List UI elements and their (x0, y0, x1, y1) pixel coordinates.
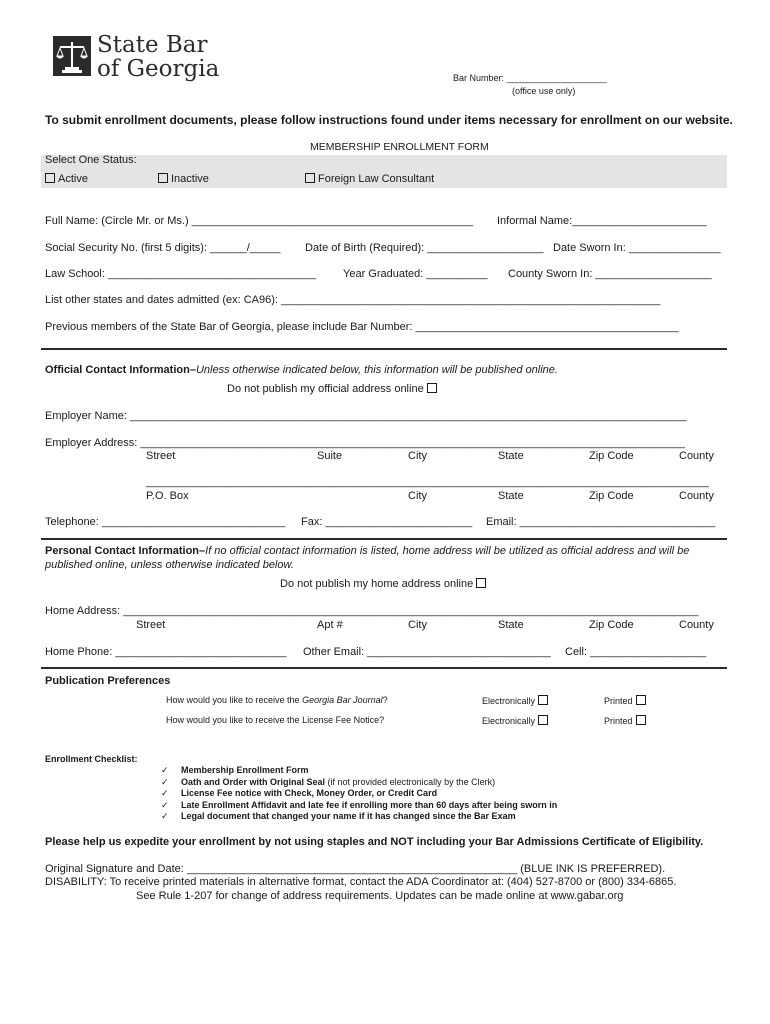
employer-name-field[interactable]: Employer Name: ___________________________________________________________________________________________ (45, 410, 687, 422)
checklist-item-note: (if not provided electronically by the Clerk) (325, 776, 496, 787)
checkmark-icon: ✓ (161, 788, 169, 798)
status-option-active[interactable] (45, 173, 88, 185)
checkmark-icon: ✓ (161, 765, 169, 775)
checklist-item (161, 765, 557, 777)
journal-question (166, 695, 388, 705)
checklist-item (161, 811, 557, 823)
instructions-heading: To submit enrollment documents, please follow instructions found under items necessary for enrollment on our website. (45, 113, 733, 127)
do-not-publish-official[interactable] (227, 383, 440, 395)
address-label-county: County (679, 619, 714, 631)
telephone-field[interactable]: Telephone: ______________________________ (45, 516, 286, 528)
scales-of-justice-logo-icon (53, 36, 91, 76)
address-label-zip: Zip Code (589, 450, 634, 462)
printed-label: Printed (604, 716, 633, 726)
license-electronically-checkbox[interactable] (538, 715, 548, 725)
address-label-street: Street (146, 450, 176, 462)
personal-contact-note: If no official contact information is listed, home address will be utilized as official address and will be (205, 545, 690, 557)
status-option-label: Foreign Law Consultant (318, 173, 435, 185)
personal-contact-title: Personal Contact Information– (45, 545, 206, 557)
address-rule-notice: See Rule 1-207 for change of address requirements. Updates can be made online at www.gabar.org (136, 890, 624, 902)
do-not-publish-official-label: Do not publish my official address online (227, 383, 424, 395)
address-label-apt: Apt # (317, 619, 343, 631)
informal-name-field[interactable]: Informal Name:______________________ (497, 215, 707, 227)
personal-contact-heading (45, 545, 689, 557)
license-printed-checkbox[interactable] (636, 715, 646, 725)
email-field[interactable]: Email: ________________________________ (486, 516, 716, 528)
checklist-item-bold: Membership Enrollment Form (181, 765, 309, 775)
do-not-publish-home[interactable] (280, 578, 489, 590)
address-label-state: State (498, 619, 524, 631)
signature-field[interactable]: Original Signature and Date: ______________________________________________________ (BLUE INK IS PREFERRED). (45, 863, 666, 875)
official-contact-note: Unless otherwise indicated below, this information will be published online. (195, 364, 558, 376)
official-contact-title: Official Contact Information– (45, 364, 196, 376)
checklist-item (161, 788, 557, 800)
electronically-label: Electronically (482, 716, 536, 726)
electronically-label: Electronically (482, 696, 536, 706)
address-label-po-box: P.O. Box (146, 490, 189, 502)
status-option-label: Active (58, 173, 88, 185)
year-graduated-field[interactable]: Year Graduated: __________ (343, 268, 488, 280)
journal-question-suffix: ? (382, 695, 388, 705)
employer-address-field[interactable]: Employer Address: _________________________________________________________________________________________ (45, 437, 685, 449)
do-not-publish-home-label: Do not publish my home address online (280, 578, 474, 590)
journal-electronically-checkbox[interactable] (538, 695, 548, 705)
disability-notice: DISABILITY: To receive printed materials in alternative format, contact the ADA Coordinator at: (404) 527-8700 or (800) 334-6865. (45, 876, 677, 888)
bar-number-field[interactable]: Bar Number: ____________________ (453, 73, 607, 83)
checkmark-icon: ✓ (161, 776, 169, 787)
org-name-line1: State Bar (97, 32, 208, 58)
license-electronically-option[interactable] (482, 715, 551, 726)
fax-field[interactable]: Fax: ________________________ (301, 516, 473, 528)
date-sworn-in-field[interactable]: Date Sworn In: _______________ (553, 242, 721, 254)
printed-label: Printed (604, 696, 633, 706)
law-school-field[interactable]: Law School: __________________________________ (45, 268, 316, 280)
checklist-item-bold: Late Enrollment Affidavit and late fee if enrolling more than 60 days after being sworn in (181, 799, 558, 810)
address-label-suite: Suite (317, 450, 343, 462)
license-fee-question: How would you like to receive the License Fee Notice? (166, 715, 385, 725)
section-divider (41, 538, 727, 540)
cell-field[interactable]: Cell: ___________________ (565, 646, 707, 658)
address-label-state: State (498, 490, 524, 502)
county-sworn-in-field[interactable]: County Sworn In: ___________________ (508, 268, 712, 280)
status-option-foreign-law-consultant[interactable] (305, 173, 434, 185)
checklist-item (161, 777, 557, 789)
address-label-zip: Zip Code (589, 490, 634, 502)
personal-contact-note-line2: published online, unless otherwise indicated below. (45, 559, 294, 571)
home-phone-field[interactable]: Home Phone: ____________________________ (45, 646, 287, 658)
section-divider (41, 667, 727, 669)
checklist-item-bold: License Fee notice with Check, Money Order, or Credit Card (181, 788, 438, 798)
address-label-county: County (679, 490, 714, 502)
publication-preferences-heading: Publication Preferences (45, 675, 171, 687)
checklist-item-bold: Oath and Order with Original Seal (181, 776, 326, 787)
po-box-address-line[interactable]: ____________________________________________________________________________________________ (146, 476, 709, 488)
date-of-birth-field[interactable]: Date of Birth (Required): ___________________ (305, 242, 544, 254)
enrollment-checklist-heading: Enrollment Checklist: (45, 754, 138, 764)
journal-printed-checkbox[interactable] (636, 695, 646, 705)
journal-electronically-option[interactable] (482, 695, 551, 706)
status-option-label: Inactive (171, 173, 209, 185)
checklist-item (161, 800, 557, 812)
official-contact-heading (45, 364, 558, 376)
address-label-street: Street (136, 619, 166, 631)
ssn-field[interactable]: Social Security No. (first 5 digits): ______/_____ (45, 242, 281, 254)
address-label-city: City (408, 619, 427, 631)
do-not-publish-home-checkbox[interactable] (476, 578, 486, 588)
address-label-zip: Zip Code (589, 619, 634, 631)
journal-question-prefix: How would you like to receive the (166, 695, 303, 705)
section-divider (41, 348, 727, 350)
address-label-state: State (498, 450, 524, 462)
home-address-field[interactable]: Home Address: ______________________________________________________________________________________________ (45, 605, 699, 617)
address-label-city: City (408, 450, 427, 462)
organization-name (97, 33, 219, 81)
other-states-field[interactable]: List other states and dates admitted (ex: CA96): ______________________________________________________________ (45, 294, 661, 306)
status-label: Select One Status: (45, 154, 137, 166)
form-title: MEMBERSHIP ENROLLMENT FORM (310, 141, 489, 153)
do-not-publish-official-checkbox[interactable] (427, 383, 437, 393)
license-printed-option[interactable] (604, 715, 649, 726)
enrollment-checklist (161, 765, 557, 823)
inactive-checkbox[interactable] (158, 173, 168, 183)
foreign-law-consultant-checkbox[interactable] (305, 173, 315, 183)
org-name-line2: of Georgia (97, 56, 220, 82)
active-checkbox[interactable] (45, 173, 55, 183)
address-label-county: County (679, 450, 714, 462)
journal-printed-option[interactable] (604, 695, 649, 706)
expedite-notice: Please help us expedite your enrollment by not using staples and NOT including your Bar Admissions Certificate of Eligibility. (45, 836, 704, 848)
checkmark-icon: ✓ (161, 811, 169, 821)
status-option-inactive[interactable] (158, 173, 209, 185)
previous-members-field[interactable]: Previous members of the State Bar of Georgia, please include Bar Number: ___________________________________________ (45, 321, 679, 333)
checklist-item-bold: Legal document that changed your name if it has changed since the Bar Exam (181, 811, 516, 821)
office-use-note: (office use only) (512, 86, 576, 96)
other-email-field[interactable]: Other Email: ______________________________ (303, 646, 551, 658)
checkmark-icon: ✓ (161, 799, 169, 810)
address-label-city: City (408, 490, 427, 502)
journal-title: Georgia Bar Journal (302, 695, 383, 705)
full-name-field[interactable]: Full Name: (Circle Mr. or Ms.) ______________________________________________ (45, 215, 474, 227)
